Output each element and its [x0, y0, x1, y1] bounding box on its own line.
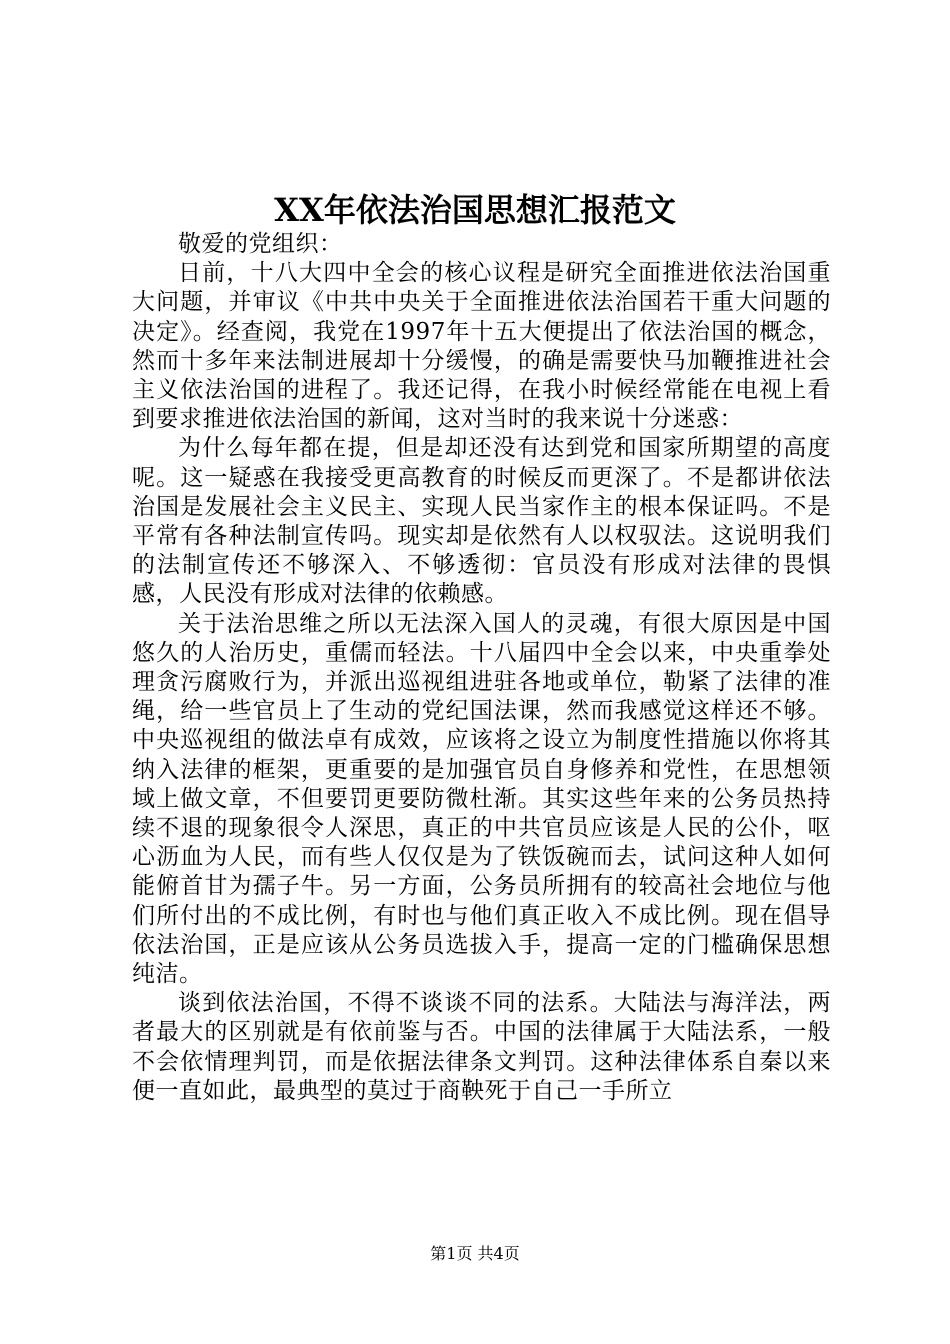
page-title: XX年依法治国思想汇报范文 [274, 191, 676, 229]
salutation: 敬爱的党组织： [178, 231, 343, 257]
paragraph-3: 关于法治思维之所以无法深入国人的灵魂，有很大原因是中国悠久的人治历史，重儒而轻法。十八届四中全会以来，中央重拳处理贪污腐败行为，并派出巡视组进驻各地或单位，勒紧了法律的准绳，给一些官员上了生动的党纪国法课，然而我感觉这样还不够。中央巡视组的做法卓有成效，应该将之设立为制度性措施以你将其纳入法律的框架，更重要的是加强官员自身修养和党性，在思想领域上做文章，不但要罚更要防微杜渐。其实这些年来的公务员热持续不退的现象很令人深思，真正的中共官员应该是人民的公仆，呕心沥血为人民，而有些人仅仅是为了铁饭碗而去，试问这种人如何能俯首甘为孺子牛。另一方面，公务员所拥有的较高社会地位与他们所付出的不成比例，有时也与他们真正收入不成比例。现在倡导依法治国，正是应该从公务员选拔入手，提高一定的门槛确保思想纯洁。 [132, 610, 831, 988]
document-body [132, 230, 831, 1106]
paragraph-4: 谈到依法治国，不得不谈谈不同的法系。大陆法与海洋法，两者最大的区别就是有依前鉴与否。中国的法律属于大陆法系，一般不会依情理判罚，而是依据法律条文判罚。这种法律体系自秦以来便一直如此，最典型的莫过于商鞅死于自己一手所立 [132, 990, 831, 1104]
page-number-footer: 第1页 共4页 [430, 1244, 520, 1263]
paragraph-1: 日前，十八大四中全会的核心议程是研究全面推进依法治国重大问题，并审议《中共中央关于全面推进依法治国若干重大问题的决定》。经查阅，我党在1997年十五大便提出了依法治国的概念，然而十多年来法制进展却十分缓慢，的确是需要快马加鞭推进社会主义依法治国的进程了。我还记得，在我小时候经常能在电视上看到要求推进依法治国的新闻，这对当时的我来说十分迷惑： [132, 260, 831, 433]
paragraph-2: 为什么每年都在提，但是却还没有达到党和国家所期望的高度呢。这一疑惑在我接受更高教育的时候反而更深了。不是都讲依法治国是发展社会主义民主、实现人民当家作主的根本保证吗。不是平常有各种法制宣传吗。现实却是依然有人以权驭法。这说明我们的法制宣传还不够深入、不够透彻：官员没有形成对法律的畏惧感，人民没有形成对法律的依赖感。 [132, 435, 831, 608]
